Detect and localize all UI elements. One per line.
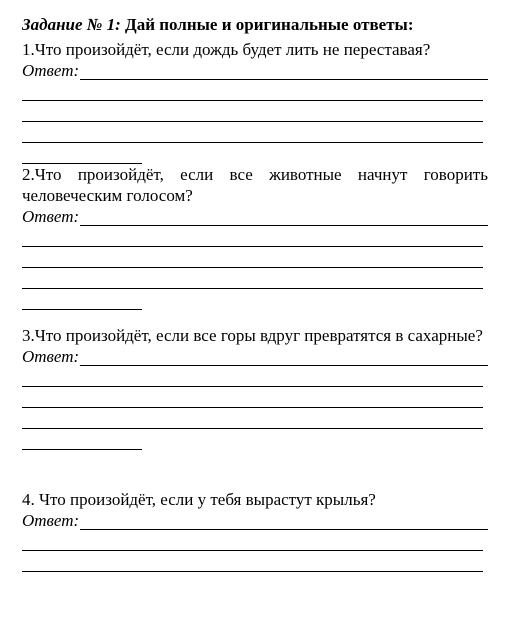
answer-row-2 xyxy=(22,206,488,226)
worksheet xyxy=(22,14,488,530)
answer-label: Ответ: xyxy=(22,347,80,366)
task-title: Дай полные и оригинальные ответы: xyxy=(120,15,414,34)
answer-line[interactable] xyxy=(22,408,483,429)
question-block-2 xyxy=(22,164,488,310)
answer-label: Ответ: xyxy=(22,511,80,530)
answer-line[interactable] xyxy=(80,515,488,530)
answer-line-short[interactable] xyxy=(22,143,142,164)
answer-label: Ответ: xyxy=(22,207,80,226)
answer-line[interactable] xyxy=(22,122,483,143)
answer-line[interactable] xyxy=(22,247,483,268)
question-block-4 xyxy=(22,489,488,572)
question-text-2: 2.Что произойдёт, если все животные начнут говорить человеческим голосом? xyxy=(22,165,488,205)
answer-line[interactable] xyxy=(22,268,483,289)
question-text-1: 1.Что произойдёт, если дождь будет лить не переставая? xyxy=(22,40,431,59)
answer-label: Ответ: xyxy=(22,61,80,80)
answer-line[interactable] xyxy=(22,80,483,101)
answer-line[interactable] xyxy=(22,101,483,122)
task-label: Задание № 1: xyxy=(22,15,121,34)
task-header xyxy=(22,14,488,36)
answer-line-short[interactable] xyxy=(22,429,142,450)
answer-line[interactable] xyxy=(22,551,483,572)
answer-line[interactable] xyxy=(22,366,483,387)
answer-line[interactable] xyxy=(22,530,483,551)
answer-line[interactable] xyxy=(22,387,483,408)
answer-line[interactable] xyxy=(80,211,488,226)
answer-line-short[interactable] xyxy=(22,289,142,310)
question-block-3 xyxy=(22,325,488,450)
answer-line[interactable] xyxy=(80,65,488,80)
question-text-3: 3.Что произойдёт, если все горы вдруг превратятся в сахарные? xyxy=(22,326,483,345)
answer-row-4 xyxy=(22,510,488,530)
answer-row-3 xyxy=(22,346,488,366)
question-block-1 xyxy=(22,39,488,164)
question-text-4: 4. Что произойдёт, если у тебя вырастут крылья? xyxy=(22,490,376,509)
answer-line[interactable] xyxy=(80,351,488,366)
answer-line[interactable] xyxy=(22,226,483,247)
answer-row-1 xyxy=(22,60,488,80)
